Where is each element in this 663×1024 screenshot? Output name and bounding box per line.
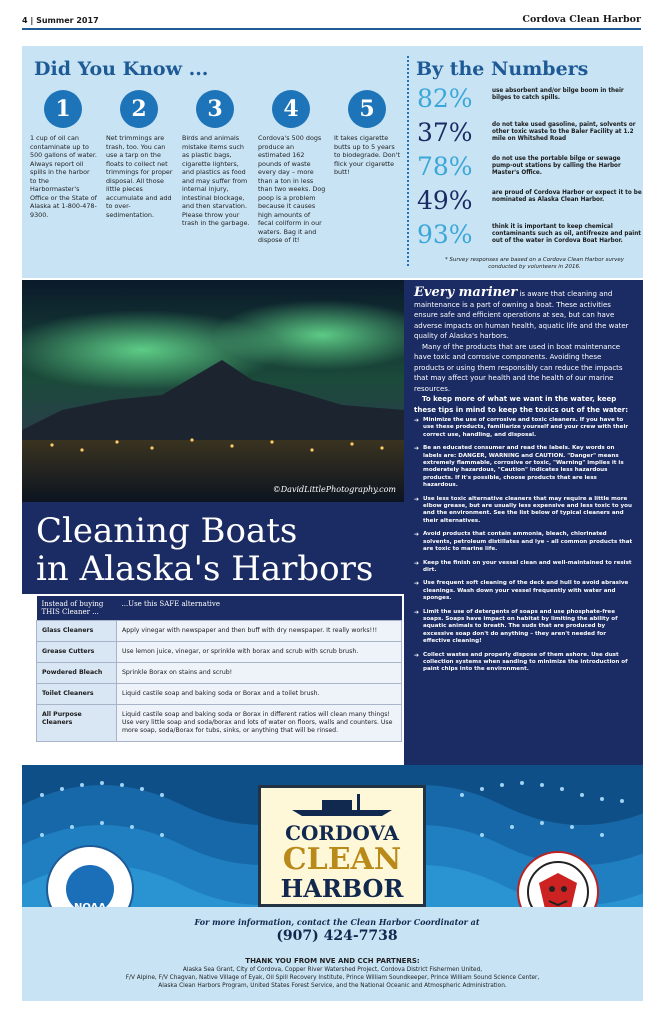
stat-text: are proud of Cordova Harbor or expect it to be nominated as Alaska Clean Harbor. xyxy=(492,190,642,203)
stat-row xyxy=(417,84,647,120)
arrow-icon: ➔ xyxy=(414,651,420,659)
article-column xyxy=(404,280,643,765)
table-row xyxy=(37,642,402,663)
thanks-title: THANK YOU FROM NVE AND CCH PARTNERS: xyxy=(245,957,420,965)
table-row xyxy=(37,621,402,642)
stat-row xyxy=(417,220,647,256)
alternative-text: Liquid castile soap and baking soda or Borax and a toilet brush. xyxy=(117,684,402,705)
list-item: ➔ Minimize the use of corrosive and toxic cleaners. If you have to use these products, familiarize yourself and your crew with their correct use, handling, and disposal. xyxy=(414,417,629,438)
alternative-text: Liquid castile soap and baking soda or Borax in different ratios will clean many things! Use very little soap and soda/borax and lots of water on floors, walls and counters. Use more soap, soda/Borax for tubs, sinks, or anything that will be rinsed. xyxy=(117,705,402,742)
cleaner-name: Glass Cleaners xyxy=(37,621,117,642)
list-item: ➔ Use frequent soft cleaning of the deck and hull to avoid abrasive cleanings. Wash down your vessel frequently with water and sponges. xyxy=(414,580,629,602)
stat-row xyxy=(417,118,647,154)
list-item: ➔ Be an educated consumer and read the labels. Key words on labels are: DANGER, WARNING and CAUTION. "Danger" means extremely flammable, corrosive or toxic, "Warning" implies it is moderately hazardous, "Caution" indicates less hazardous products. If it's possible, choose products that are less hazardous. xyxy=(414,445,624,489)
article-paragraph: To keep more of what we want in the water, keep these tips in mind to keep the toxics out of the water: xyxy=(414,395,628,414)
fact-number-1: 1 xyxy=(44,90,82,128)
fact-text-5: It takes cigarette butts up to 5 years to biodegrade. Don't flick your cigarette butt! xyxy=(334,134,400,176)
stat-percent: 49% xyxy=(417,186,473,215)
boat-icon xyxy=(282,792,402,818)
fact-text-1: 1 cup of oil can contaminate up to 500 gallons of water. Always report oil spills in the harbor to the Harbormaster's Office or the State of Alaska at 1-800-478-9300. xyxy=(30,134,97,219)
cleaner-name: Grease Cutters xyxy=(37,642,117,663)
stat-percent: 37% xyxy=(417,118,473,147)
table-header-alternative: ...Use this SAFE alternative xyxy=(117,596,402,621)
fact-number-4: 4 xyxy=(272,90,310,128)
list-item: ➔ Avoid products that contain ammonia, bleach, chlorinated solvents, petroleum distillates and lye – all common products that are toxic to marine life. xyxy=(414,531,633,553)
cleaner-name: Toilet Cleaners xyxy=(37,684,117,705)
article-intro: Every mariner is aware that cleaning and maintenance is a part of owning a boat. These activities ensure safe and efficient operations at sea, but can have adverse impacts on human health, aquatic life and the water quality of Alaska's harbors. xyxy=(414,285,629,340)
contact-phone: (907) 424-7738 xyxy=(276,928,398,944)
headline-line-2: in Alaska's Harbors xyxy=(36,549,374,589)
headline-line-1: Cleaning Boats xyxy=(36,511,298,551)
article-lead: Every mariner xyxy=(414,285,518,300)
stat-text: do not take used gasoline, paint, solvents or other toxic waste to the Baler Facility at 1.2 mile on Whitshed Road xyxy=(492,122,636,142)
arrow-icon: ➔ xyxy=(414,559,420,567)
did-you-know-title: Did You Know ... xyxy=(34,58,209,80)
stat-text: do not use the portable bilge or sewage pump-out stations by calling the Harbor Master's Office. xyxy=(492,156,621,176)
list-item: ➔ Collect wastes and properly dispose of them ashore. Use dust collection systems when sanding to minimize the introduction of paint chips into the environment. xyxy=(414,651,628,673)
stat-row xyxy=(417,186,647,222)
stat-text: think it is important to keep chemical contaminants such as oil, antifreeze and paint out of the water in Cordova Boat Harbor. xyxy=(492,224,642,244)
did-you-know-panel xyxy=(22,46,643,278)
fact-number-2: 2 xyxy=(120,90,158,128)
alternative-text: Sprinkle Borax on stains and scrub! xyxy=(117,663,402,684)
stat-percent: 93% xyxy=(417,220,473,249)
fact-text-3: Birds and animals mistake items such as plastic bags, cigarette lighters, and plastics as food and may suffer from internal injury, intestinal blockage, and then starvation. Please throw your trash in the garbage. xyxy=(182,134,250,227)
tips-list xyxy=(414,417,633,674)
aurora-harbor-photo xyxy=(22,280,404,502)
footer-banner xyxy=(22,765,643,1001)
table-row xyxy=(37,684,402,705)
fact-text-4: Cordova's 500 dogs produce an estimated 162 pounds of waste every day – more than a ton in less than two weeks. Dog poop is a problem because it causes high amounts of fecal coliform in our waters. Bag it and dispose of it! xyxy=(258,134,326,244)
article-paragraph: Many of the products that are used in boat maintenance have toxic and corrosive components. Avoiding these products or using them responsibly can reduce the impacts that may affect your health and the health of our marine resources. xyxy=(414,342,623,393)
table-row xyxy=(37,705,402,742)
arrow-icon: ➔ xyxy=(414,495,420,503)
page-number-issue: 4 | Summer 2017 xyxy=(22,16,99,25)
arrow-icon: ➔ xyxy=(414,417,420,424)
alternative-text: Apply vinegar with newspaper and then buff with dry newspaper. It really works!!! xyxy=(117,621,402,642)
logo-line-2: CLEAN xyxy=(282,842,402,877)
table-header-cleaner: Instead of buying THIS Cleaner ... xyxy=(37,596,117,621)
contact-band xyxy=(22,907,643,1001)
fact-number-5: 5 xyxy=(348,90,386,128)
safe-alternatives-table xyxy=(36,596,402,742)
partners-list: Alaska Sea Grant, City of Cordova, Copper River Watershed Project, Cordova District Fishermen United, F/V Alpine, F/V Chagvan, Native Village of Eyak, Oil Spill Recovery Institute, Prince William Soundkeeper, Prince William Sound Science Center, Alaska Clean Harbors Program, United States Forest Service, and the National Oceanic and Atmospheric Administration. xyxy=(125,967,540,989)
photo-credit: ©DavidLittlePhotography.com xyxy=(272,485,396,494)
alternative-text: Use lemon juice, vinegar, or sprinkle with borax and scrub with scrub brush. xyxy=(117,642,402,663)
stat-percent: 78% xyxy=(417,152,473,181)
list-item: ➔ Keep the finish on your vessel clean and well-maintained to resist dirt. xyxy=(414,559,632,573)
cordova-clean-harbor-logo xyxy=(258,785,426,907)
by-the-numbers-title: By the Numbers xyxy=(416,58,589,80)
fact-number-3: 3 xyxy=(196,90,234,128)
logo-line-3: HARBOR xyxy=(280,874,404,903)
contact-text: For more information, contact the Clean Harbor Coordinator at xyxy=(194,917,480,927)
list-item: ➔ Use less toxic alternative cleaners that may require a little more elbow grease, but are usually less expensive and less toxic to you and the environment. See the list below of typical cleaners and their alternatives. xyxy=(414,495,632,524)
arrow-icon: ➔ xyxy=(414,608,420,616)
cleaner-name: Powdered Bleach xyxy=(37,663,117,684)
logo-line-1: CORDOVA xyxy=(285,821,399,845)
publication-name: Cordova Clean Harbor xyxy=(522,14,641,25)
arrow-icon: ➔ xyxy=(414,580,420,588)
stat-row xyxy=(417,152,647,188)
headline xyxy=(22,502,404,594)
stat-text: use absorbent and/or bilge boom in their bilges to catch spills. xyxy=(492,88,624,101)
arrow-icon: ➔ xyxy=(414,445,420,453)
column-divider xyxy=(407,56,409,266)
list-item: ➔ Limit the use of detergents of soaps and use phosphate-free soaps. Soaps have impact on habitat by limiting the ability of aquatic animals to breath. The suds that are produced by excessive soap don't do anything – they aren't needed for effective cleaning! xyxy=(414,608,618,645)
page-header xyxy=(22,16,641,30)
fact-text-2: Net trimmings are trash, too. You can use a tarp on the floats to collect net trimmings for proper disposal. All those little pieces accumulate and add to over-sedimentation. xyxy=(106,134,173,219)
cleaner-name: All Purpose Cleaners xyxy=(37,705,117,742)
stat-percent: 82% xyxy=(417,84,473,113)
survey-footnote: * Survey responses are based on a Cordova Clean Harbor survey conducted by volunteers in 2016. xyxy=(444,257,625,270)
table-row xyxy=(37,663,402,684)
arrow-icon: ➔ xyxy=(414,531,420,539)
